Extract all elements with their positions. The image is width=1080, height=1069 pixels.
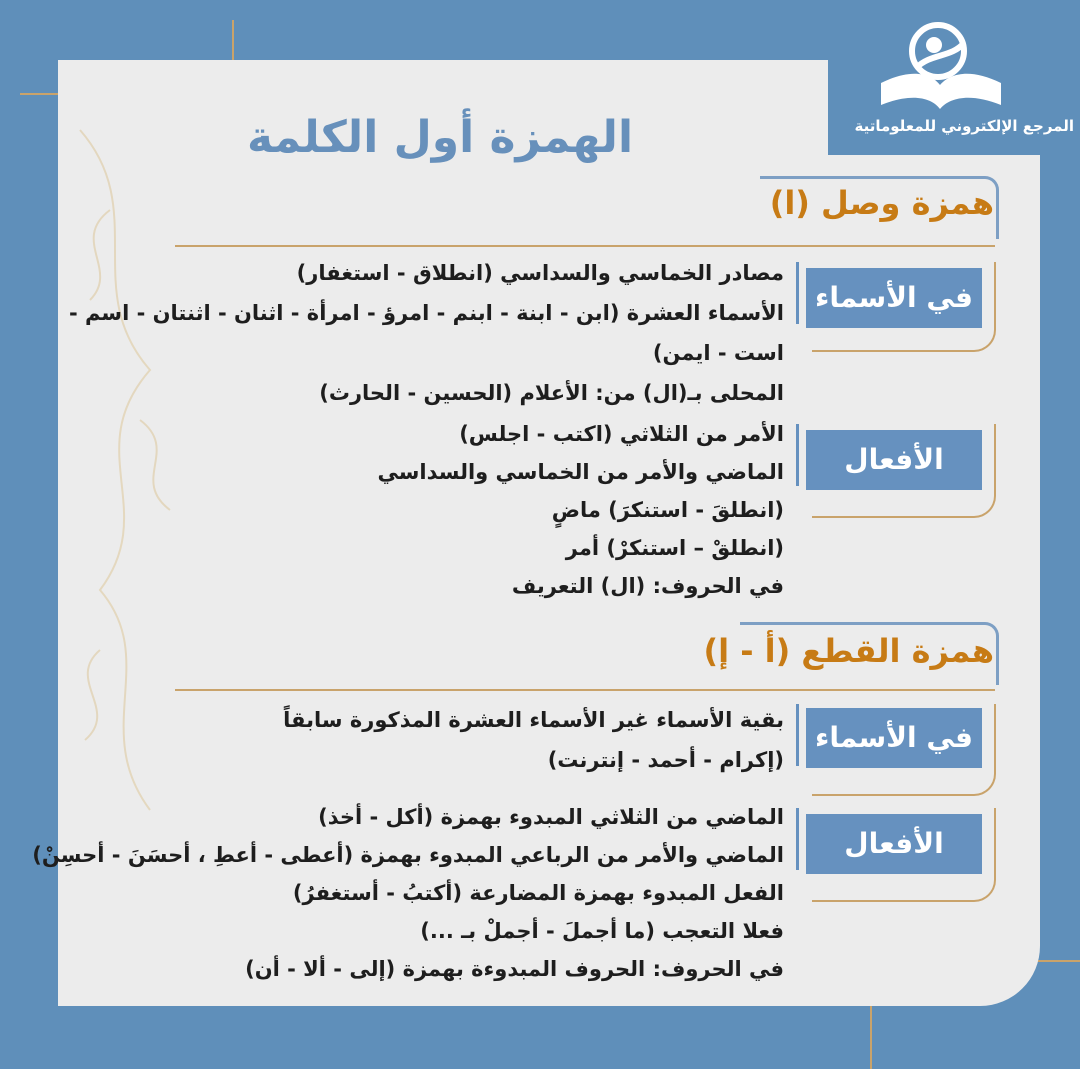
rule-line: الأسماء العشرة (ابن - ابنة - ابنم - امرؤ - امرأة - اثنان - اثنتان - اسم - [68, 301, 784, 325]
rule-line: است - ايمن) [652, 341, 784, 365]
section-heading-hamzat-wasl: همزة وصل (ا) [769, 184, 994, 222]
floral-ornament [60, 90, 200, 850]
section-divider [175, 689, 995, 691]
page-title: الهمزة أول الكلمة [246, 112, 634, 163]
rule-line: الماضي والأمر من الخماسي والسداسي [377, 460, 784, 484]
rule-line: المحلى بـ(ال) من: الأعلام (الحسين - الحارث) [319, 381, 784, 405]
rules-verbs-wasl [378, 415, 785, 605]
rules-verbs-qat [32, 798, 784, 988]
rule-line: في الحروف: الحروف المبدوءة بهمزة (إلى - ألا - أن) [245, 957, 784, 981]
rule-line: (انطلقَ - استنكرَ) ماضٍ [551, 498, 784, 522]
label-verbs-qat: الأفعال [806, 814, 982, 874]
rule-line: الفعل المبدوء بهمزة المضارعة (أكتبُ - أستغفرُ) [292, 881, 784, 905]
label-bar [796, 262, 799, 324]
label-nouns-qat: في الأسماء [806, 708, 982, 768]
section-heading-hamzat-qat: همزة القطع (أ - إ) [703, 632, 994, 670]
rules-nouns-wasl [69, 253, 784, 413]
logo [828, 5, 1080, 155]
rule-line: الماضي والأمر من الرباعي المبدوء بهمزة (أعطى - أعطِ ، أحسَنَ - أحسِنْ) [32, 843, 784, 867]
label-bar [796, 424, 799, 486]
rule-line: بقية الأسماء غير الأسماء العشرة المذكورة سابقاً [283, 708, 784, 732]
rule-line: (إكرام - أحمد - إنترنت) [547, 748, 784, 772]
rule-line: الماضي من الثلاثي المبدوء بهمزة (أكل - أخذ) [318, 805, 784, 829]
label-bar [796, 808, 799, 870]
rule-line: في الحروف: (ال) التعريف [511, 574, 784, 598]
logo-text: المرجع الإلكتروني للمعلوماتية [854, 117, 1074, 135]
rule-line: فعلا التعجب (ما أجملَ - أجملْ بـ ...) [420, 919, 784, 943]
section-divider [175, 245, 995, 247]
rule-line: مصادر الخماسي والسداسي (انطلاق - استغفار) [296, 261, 784, 285]
open-book-reader-icon [876, 13, 1006, 113]
label-bar [796, 704, 799, 766]
label-nouns-wasl: في الأسماء [806, 268, 982, 328]
rule-line: الأمر من الثلاثي (اكتب - اجلس) [459, 422, 784, 446]
label-verbs-wasl: الأفعال [806, 430, 982, 490]
rule-line: (انطلقْ – استنكرْ) أمر [565, 536, 784, 560]
rules-nouns-qat [283, 700, 784, 780]
